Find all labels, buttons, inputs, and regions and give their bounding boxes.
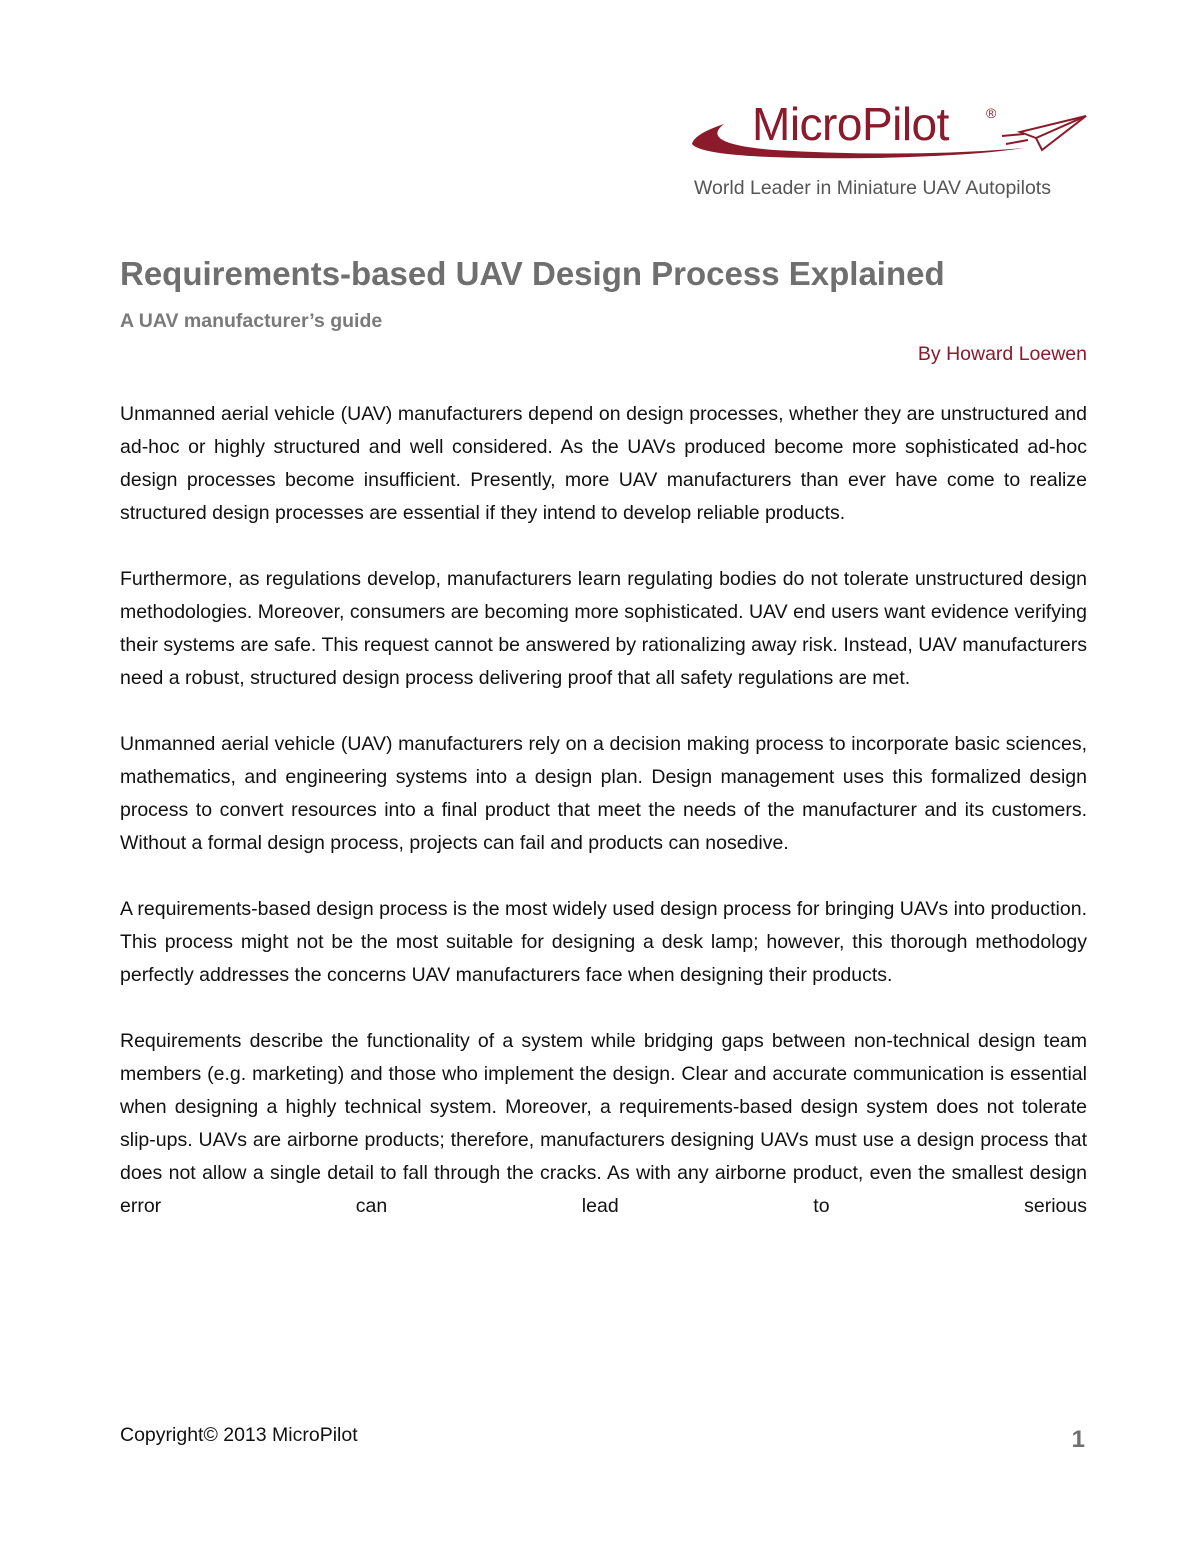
micropilot-logo [684, 96, 1094, 208]
paragraph-1: Unmanned aerial vehicle (UAV) manufacturers depend on design processes, whether they are unstructured and ad-hoc or highly structured and well considered. As the UAVs produced become more sophisticated ad-hoc design processes become insufficient. Presently, more UAV manufacturers than ever have come to realize structured design processes are essential if they intend to develop reliable products. [120, 403, 1087, 524]
author-byline: By Howard Loewen [917, 343, 1087, 365]
article-body [120, 398, 1087, 1223]
logo-wordmark: MicroPilot [752, 98, 949, 150]
document-subtitle: A UAV manufacturer’s guide [120, 310, 383, 332]
registered-mark: ® [986, 105, 997, 121]
document-title: Requirements-based UAV Design Process Explained [120, 255, 945, 292]
paragraph-5: Requirements describe the functionality of a system while bridging gaps between non-technical design team members (e.g. marketing) and those who implement the design. Clear and accurate communication is essential when designing a highly technical system. Moreover, a requirements-based design system does not tolerate slip-ups. UAVs are airborne products; therefore, manufacturers designing UAVs must use a design process that does not allow a single detail to fall through the cracks. As with any airborne product, even the smallest design error can lead to serious [120, 1030, 1087, 1217]
copyright-notice: Copyright© 2013 MicroPilot [120, 1424, 358, 1446]
logo-tagline: World Leader in Miniature UAV Autopilots [694, 177, 1051, 199]
paragraph-2: Furthermore, as regulations develop, manufacturers learn regulating bodies do not tolerate unstructured design methodologies. Moreover, consumers are becoming more sophisticated. UAV end users want evidence verifying their systems are safe. This request cannot be answered by rationalizing away risk. Instead, UAV manufacturers need a robust, structured design process delivering proof that all safety regulations are met. [120, 568, 1087, 689]
paragraph-4: A requirements-based design process is the most widely used design process for bringing UAVs into production. This process might not be the most suitable for designing a desk lamp; however, this thorough methodology perfectly addresses the concerns UAV manufacturers face when designing their products. [120, 898, 1087, 986]
paragraph-3: Unmanned aerial vehicle (UAV) manufacturers rely on a decision making process to incorporate basic sciences, mathematics, and engineering systems into a design plan. Design management uses this formalized design process to convert resources into a final product that meet the needs of the manufacturer and its customers. Without a formal design process, projects can fail and products can nosedive. [120, 733, 1087, 854]
page-number: 1 [1071, 1426, 1085, 1453]
paper-plane-icon [1002, 116, 1086, 150]
